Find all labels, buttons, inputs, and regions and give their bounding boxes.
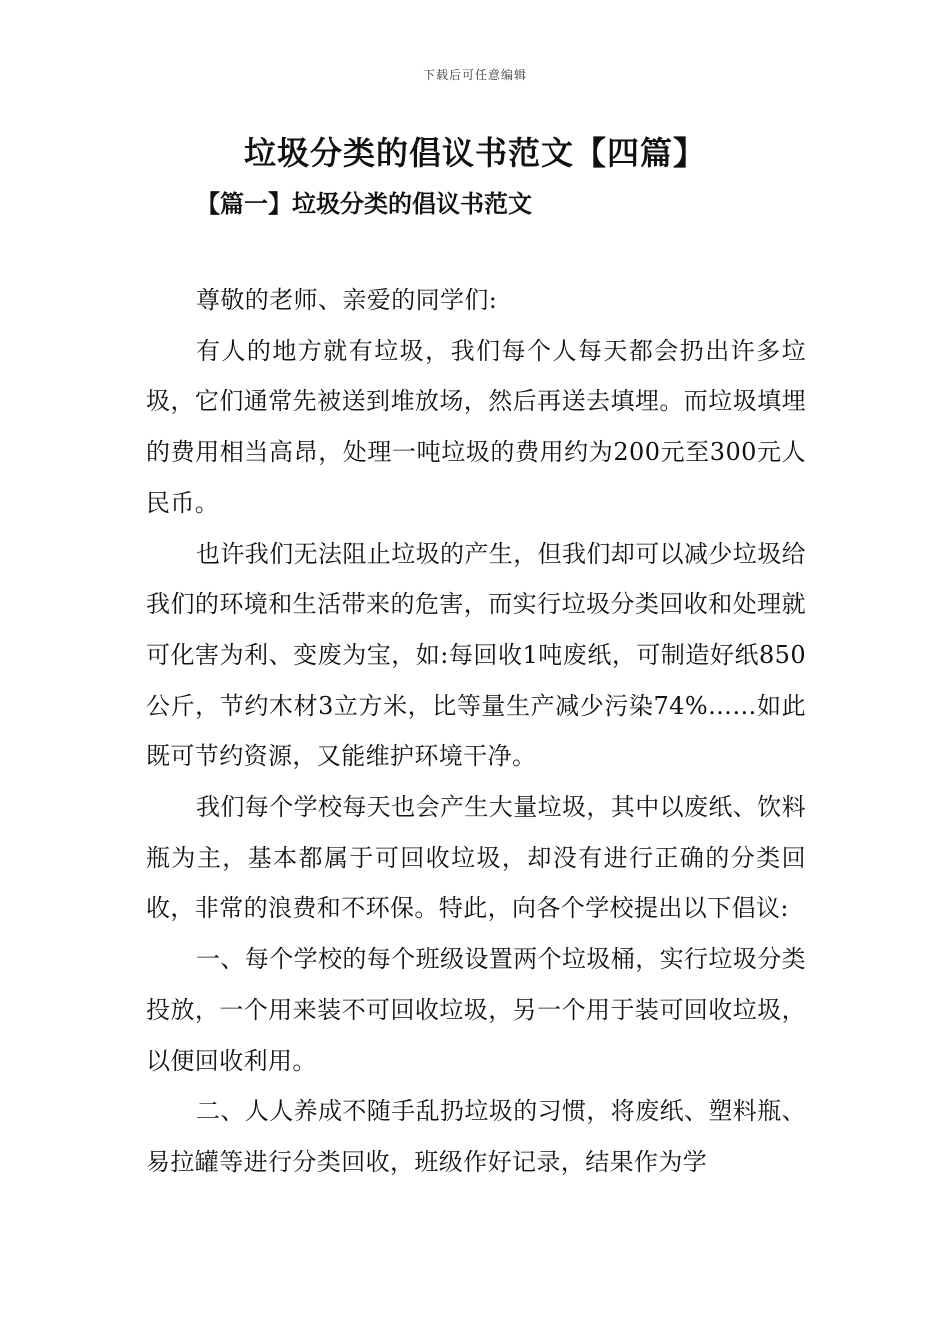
paragraph-3: 我们每个学校每天也会产生大量垃圾，其中以废纸、饮料瓶为主，基本都属于可回收垃圾，却没有进行正确的分类回收，非常的浪费和不环保。特此，向各个学校提出以下倡议: — [146, 793, 806, 923]
document-title: 垃圾分类的倡议书范文【四篇】 — [243, 134, 706, 172]
salutation: 尊敬的老师、亲爱的同学们: — [196, 286, 498, 314]
paragraph-2: 也许我们无法阻止垃圾的产生，但我们却可以减少垃圾给我们的环境和生活带来的危害，而实行垃圾分类回收和处理就可化害为利、变废为宝，如:每回收1吨废纸，可制造好纸850公斤，节约木材3立方米，比等量生产减少污染74%……如此既可节约资源，又能维护环境干净。 — [146, 539, 806, 771]
paragraph-1: 有人的地方就有垃圾，我们每个人每天都会扔出许多垃圾，它们通常先被送到堆放场，然后再送去填埋。而垃圾填埋的费用相当高昂，处理一吨垃圾的费用约为200元至300元人民币。 — [146, 336, 806, 517]
proposal-1: 一、每个学校的每个班级设置两个垃圾桶，实行垃圾分类投放，一个用来装不可回收垃圾，另一个用于装可回收垃圾，以便回收利用。 — [146, 945, 806, 1075]
header-note: 下载后可任意编辑 — [422, 68, 527, 82]
document-body — [146, 275, 806, 1188]
proposal-2: 二、人人养成不随手乱扔垃圾的习惯，将废纸、塑料瓶、易拉罐等进行分类回收，班级作好记录，结果作为学 — [146, 1097, 806, 1176]
section-heading: 【篇一】垃圾分类的倡议书范文 — [196, 189, 532, 218]
